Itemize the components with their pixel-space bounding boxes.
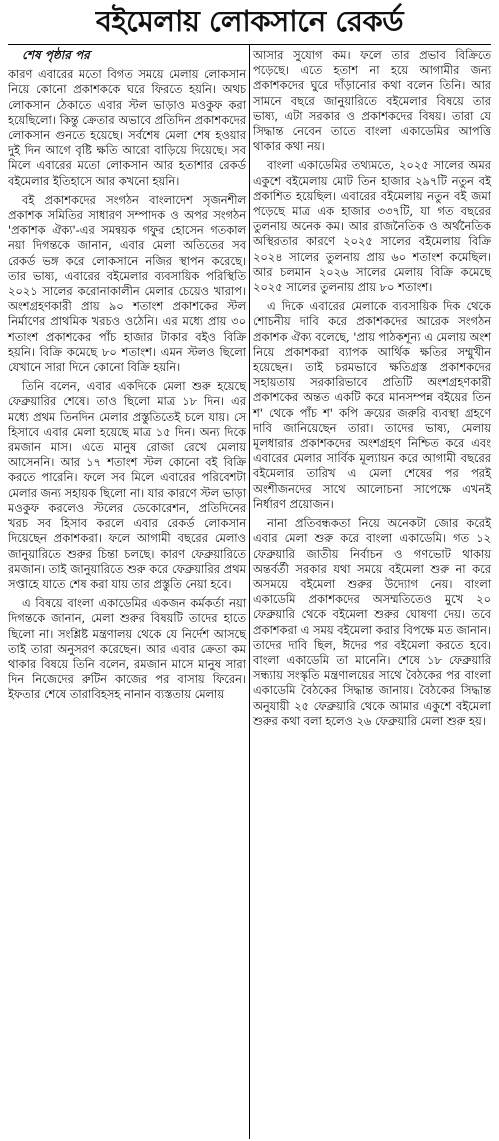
paragraph: এ বিষয়ে বাংলা একাডেমির একজন কর্মকর্তা নয়া দিগন্তকে জানান, মেলা শুরুর বিষয়টি তাদের হাতে ছিলো না। সংশ্লিষ্ট মন্ত্রণালয় থেকে যে নির্দেশ আসছে তাই তারা অনুসরণ করেছেন। আর এবার ক্রেতা কম থাকার বিষয়ে তিনি বলেন, রমজান মাসে মানুষ সারা দিন নিজেদের রুটিন কাজের পর বাসায় ফিরেন। ইফতার শেষে তারাবিহসহ নানান ব্যস্ততায় মেলায় [8, 596, 246, 702]
right-column [253, 48, 491, 733]
paragraph: বই প্রকাশকদের সংগঠন বাংলাদেশ সৃজনশীল প্রকাশক সমিতির সাধারণ সম্পাদক ও অপর সংগঠন 'প্রকাশক ঐক্য'-এর সমন্বয়ক গফুর হোসেন গতকাল নয়া দিগন্তকে জানান, এবার মেলা অতিতের সব রেকর্ড ভঙ্গ করে লোকসানে নজির স্থাপন করেছে। তার ভাষ্য, এবারের বইমেলার ব্যবসায়িক পরিস্থিতি ২০২১ সালের করোনাকালীন মেলার চেয়েও খারাপ। অংশগ্রহণকারী প্রায় ৯০ শতাংশ প্রকাশকের স্টল নির্মাণের প্রাথমিক খরচও ওঠেনি। এর মধ্যে প্রায় ৩০ শতাংশ প্রকাশকের পাঁচ হাজার টাকার বইও বিক্রি হয়নি। বিক্রি কমেছে ৮০ শতাংশ। এমন স্টলও ছিলো যেখানে সারা দিনে কোনো বিক্রি হয়নি। [8, 192, 246, 375]
paragraph: কারণ এবারের মতো বিগত সময়ে মেলায় লোকসান নিয়ে কোনো প্রকাশককে ঘরে ফিরতে হয়নি। অথচ লোকসান ঠেকাতে এবার স্টল ভাড়াও মওকুফ করা হয়েছিলো। কিন্তু ক্রেতার অভাবে প্রতিদিন প্রকাশকদের লোকসান গুনতে হয়েছে। সর্বশেষ মেলা শেষ হওয়ার দুই দিন আগে বৃষ্টি ক্ষতি আরো বাড়িয়ে দিয়েছে। সব মিলে এবারের মতো লোকসান আর হতাশার রেকর্ড বইমেলার ইতিহাসে আর কখনো হয়নি। [8, 67, 246, 188]
column-divider [249, 44, 250, 1139]
paragraph: এ দিকে এবারের মেলাকে ব্যবসায়িক দিক থেকে শোচনীয় দাবি করে প্রকাশকদের আরেক সংগঠন প্রকাশক ঐক্য বলেছে, 'প্রায় পাঠকশূন্য এ মেলায় অংশ নিয়ে প্রকাশকরা ব্যাপক আর্থিক ক্ষতির সম্মুখীন হয়েছেন। তাই চরমভাবে ক্ষতিগ্রস্ত প্রকাশকদের সহায়তায় সরকারিভাবে প্রতিটি অংশগ্রহণকারী প্রকাশকের অন্তত একটি করে মানসম্পন্ন বইয়ের তিন শ' থেকে পাঁচ শ' কপি ক্রয়ের জরুরি ব্যবস্থা গ্রহণে দাবি জানিয়েছেন তারা। তাদের ভাষ্য, মেলায় মূলধারার প্রকাশকদের অংশগ্রহণ নিশ্চিত করে এবং এবারের মেলার সার্বিক মূল্যায়ন করে আগামী বছরের বইমেলার তারিখ এ মেলা শেষের পর পরই অংশীজনদের সাথে আলোচনা সাপেক্ষে এখনই নির্ধারণ প্রয়োজন। [253, 299, 491, 511]
paragraph: তিনি বলেন, এবার একদিকে মেলা শুরু হয়েছে ফেব্রুয়ারির শেষে। তাও ছিলো মাত্র ১৮ দিন। এর মধ্যে প্রথম তিনদিন মেলার প্রস্তুতিতেই চলে যায়। সে হিসাবে এবার মেলা হয়েছে মাত্র ১৫ দিন। অন্য দিকে রমজান মাস। এতে মানুষ রোজা রেখে মেলায় আসেননি। আর ১৭ শতাংশ স্টল কোনো বই বিক্রি করতে পারেনি। ফলে সব মিলে এবারের পরিবেশটা মেলার জন্য সহায়ক ছিলো না। যার কারণে স্টল ভাড়া মওকুফ করলেও স্টলের ডেকোরেশন, প্রতিদিনের খরচ সব হিসাব করলে এবার রেকর্ড লোকসান দিয়েছেন প্রকাশকরা। ফলে আগামী বছরের মেলাও জানুয়ারিতে শুরুর চিন্তা চলছে। কারণ ফেব্রুয়ারিতে রমজান। তাই জানুয়ারিতে শুরু করে ফেব্রুয়ারির প্রথম সপ্তাহে যাতে শেষ করা যায় তার প্রস্তুতি নেয়া হবে। [8, 379, 246, 591]
paragraph: নানা প্রতিবন্ধকতা নিয়ে অনেকটা জোর করেই এবার মেলা শুরু করে বাংলা একাডেমি। গত ১২ ফেব্রুয়ারি জাতীয় নির্বাচন ও গণভোট থাকায় অন্তর্বর্তী সরকার যথা সময়ে বইমেলা শুরু না করে অসময়ে বইমেলা শুরুর উদ্যোগ নেয়। বাংলা একাডেমি প্রকাশকদের অসম্মতিতেও মুখে ২০ ফেব্রুয়ারি থেকে বইমেলা শুরুর ঘোষণা দেয়। তবে প্রকাশকরা এ সময় বইমেলা করার বিপক্ষে মত জানান। তাদের দাবি ছিল, ঈদের পর বইমেলা করতে হবে। বাংলা একাডেমি তা মানেনি। শেষে ১৮ ফেব্রুয়ারি সন্ধ্যায় সংস্কৃতি মন্ত্রণালয়ের সাথে বৈঠকের পর বাংলা একাডেমি বৈঠকের সিদ্ধান্ত জানায়। বৈঠকের সিদ্ধান্ত অনুযায়ী ২৫ ফেব্রুয়ারি থেকে আমার একুশে বইমেলা শুরুর কথা বলা হলেও ২৬ ফেব্রুয়ারি মেলা শুরু হয়। [253, 516, 491, 728]
left-column [8, 48, 246, 733]
continuation-kicker: শেষ পৃষ্ঠার পর [22, 48, 90, 62]
article-headline: বইমেলায় লোকসানে রেকর্ড [95, 4, 404, 38]
paragraph: বাংলা একাডেমির তথ্যমতে, ২০২৫ সালের অমর একুশে বইমেলায় মোট তিন হাজার ২৯৭টি নতুন বই প্রকাশিত হয়েছিল। এবারের বইমেলায় নতুন বই জমা পড়েছে মাত্র এক হাজার ৩৩৭টি, যা গত বছরের তুলনায় অনেক কম। আর রাজনৈতিক ও অর্থনৈতিক অস্থিরতার কারণে ২০২৫ সালের বইমেলায় বিক্রি ২০২৪ সালের তুলনায় প্রায় ৬০ শতাংশ কমেছিল। আর চলমান ২০২৬ সালের মেলায় বিক্রি কমেছে ২০২৫ সালের তুলনায় প্রায় ৮০ শতাংশ। [253, 158, 491, 295]
paragraph: আসার সুযোগ কম। ফলে তার প্রভাব বিক্রিতে পড়েছে। এতে হতাশ না হয়ে আগামীর জন্য প্রকাশকদের ঘুরে দাঁড়ানোর কথা বলেন তিনি। আর সামনে বছরে জানুয়ারিতে বইমেলার বিষয়ে তার ভাষ্য, এটা সরকার ও প্রকাশকদের বিষয়। তারা যে সিদ্ধান্ত নেবেন তাতে বাংলা একাডেমির আপত্তি থাকার কথা নয়। [253, 48, 491, 154]
